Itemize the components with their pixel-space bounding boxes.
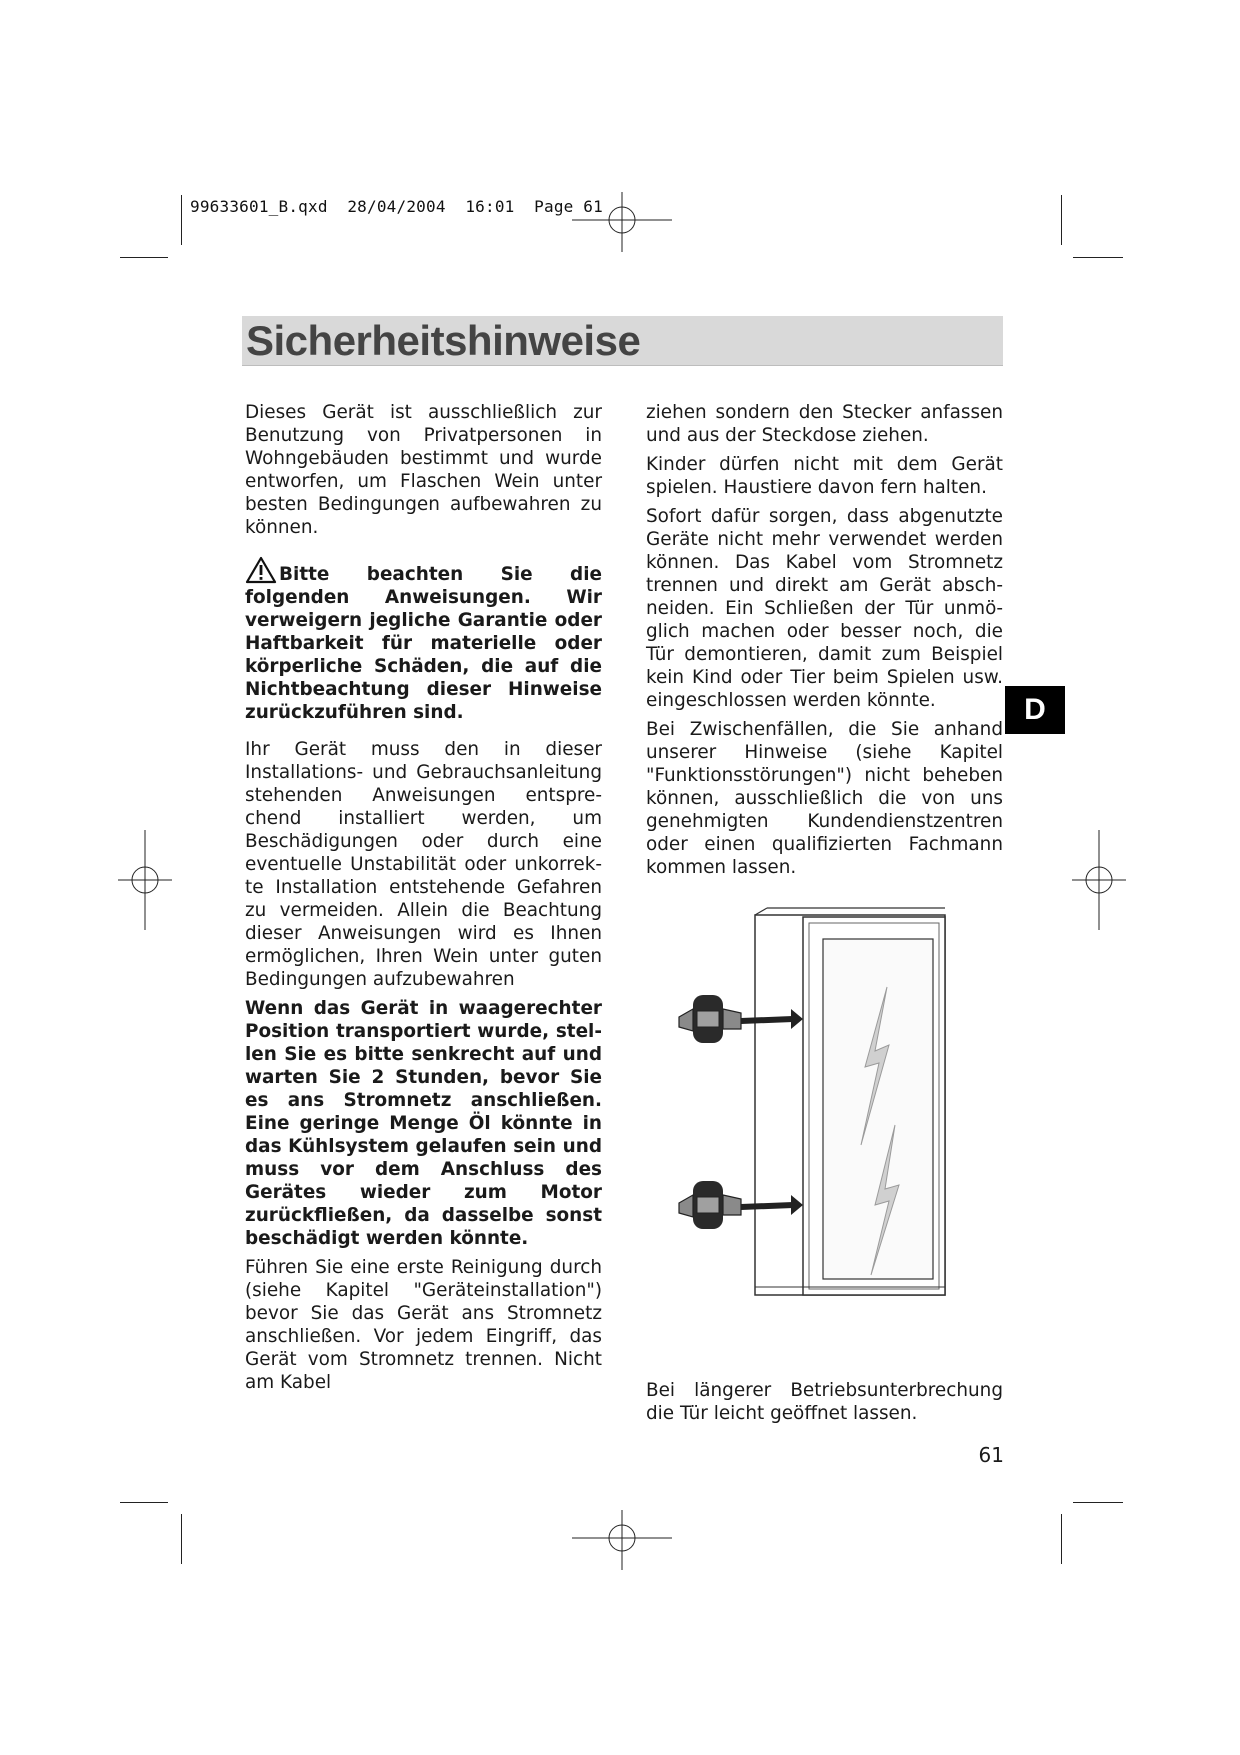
page-title: Sicherheitshinweise [246,317,641,364]
language-tab: D [1005,686,1065,734]
crop-mark [181,1514,182,1564]
crop-mark [1061,1514,1062,1564]
crosshair-icon [572,1510,672,1570]
right-column [646,401,1003,885]
disposal-paragraph: Sofort dafür sorgen, dass abgenutzte Geräte nicht mehr verwendet werden können. Das Kabel vom Stromnetz trennen und direkt am Gerät abschneiden. Ein Schließen der Tür unmöglich machen oder besser noch, die Tür demontieren, damit zum Beispiel kein Kind oder Tier beim Spielen usw. eingeschlossen werden könnte. [646,506,1003,711]
cabinet-illustration [675,905,1005,1305]
intro-paragraph: Dieses Gerät ist ausschließlich zur Benutzung von Privatpersonen in Wohngebäuden bestimmt und wurde entworfen, um Flaschen Wein unter besten Bedingungen aufbewahren zu können. [245,402,602,538]
crosshair-icon [1072,830,1126,930]
title-bar [242,316,1003,366]
plug-paragraph: ziehen sondern den Stecker anfassen und aus der Steckdose ziehen. [646,402,1003,446]
crop-mark [120,257,168,258]
warning-paragraph [245,556,602,724]
crop-mark [1073,1502,1123,1503]
file-slug: 99633601_B.qxd 28/04/2004 16:01 Page 61 [190,197,603,216]
crop-mark [1073,257,1123,258]
crosshair-icon [118,830,172,930]
installation-paragraph: Ihr Gerät muss den in dieser Installations- und Gebrauchsanleitung stehenden Anweisungen entsprechend installiert werden, um Beschädigungen oder durch eine eventuelle Unstabilität oder unkorrekte Installation entstehende Gefahren zu vermeiden. Allein die Beachtung dieser Anweisungen wird es Ihnen ermöglichen, Ihren Wein unter guten Bedingungen aufzubewahren [245,739,602,990]
crop-mark [181,195,182,245]
children-paragraph: Kinder dürfen nicht mit dem Gerät spielen. Haustiere davon fern halten. [646,454,1003,498]
cleaning-paragraph: Führen Sie eine erste Reinigung durch (siehe Kapitel "Geräteinstallation") bevor Sie das Gerät ans Stromnetz anschließen. Vor jedem Eingriff, das Gerät vom Stromnetz trennen. Nicht am Kabel [245,1257,602,1393]
page-number: 61 [978,1443,1004,1467]
left-column [245,401,602,1400]
figure-caption: Bei längerer Betriebsunterbrechung die Tür leicht geöffnet lassen. [646,1380,1003,1424]
transport-paragraph: Wenn das Gerät in waagerechter Position transportiert wurde, stellen Sie es bitte senkrecht auf und warten Sie 2 Stunden, bevor Sie es ans Stromnetz anschließen. Eine geringe Menge Öl könnte in das Kühlsystem gelaufen sein und muss vor dem Anschluss des Gerätes wieder zum Motor zurückfließen, da dasselbe sonst beschädigt werden könnte. [245,998,602,1249]
warning-text: Bitte beachten Sie die folgenden Anweisungen. Wir verweigern jegliche Garantie oder Haftbarkeit für materielle oder körperliche Schäden, die auf die Nichtbeachtung dieser Hinweise zurückzuführen sind. [245,564,602,723]
service-paragraph: Bei Zwischenfällen, die Sie anhand unserer Hinweise (siehe Kapitel "Funktionsstörungen") nicht beheben können, ausschließlich die von uns genehmigten Kundendienstzentren oder einen qualifizierten Fachmann kommen lassen. [646,719,1003,878]
crop-mark [120,1502,168,1503]
figure-caption-block [646,1379,1003,1431]
crop-mark [1061,195,1062,245]
warning-triangle-icon [245,556,277,584]
